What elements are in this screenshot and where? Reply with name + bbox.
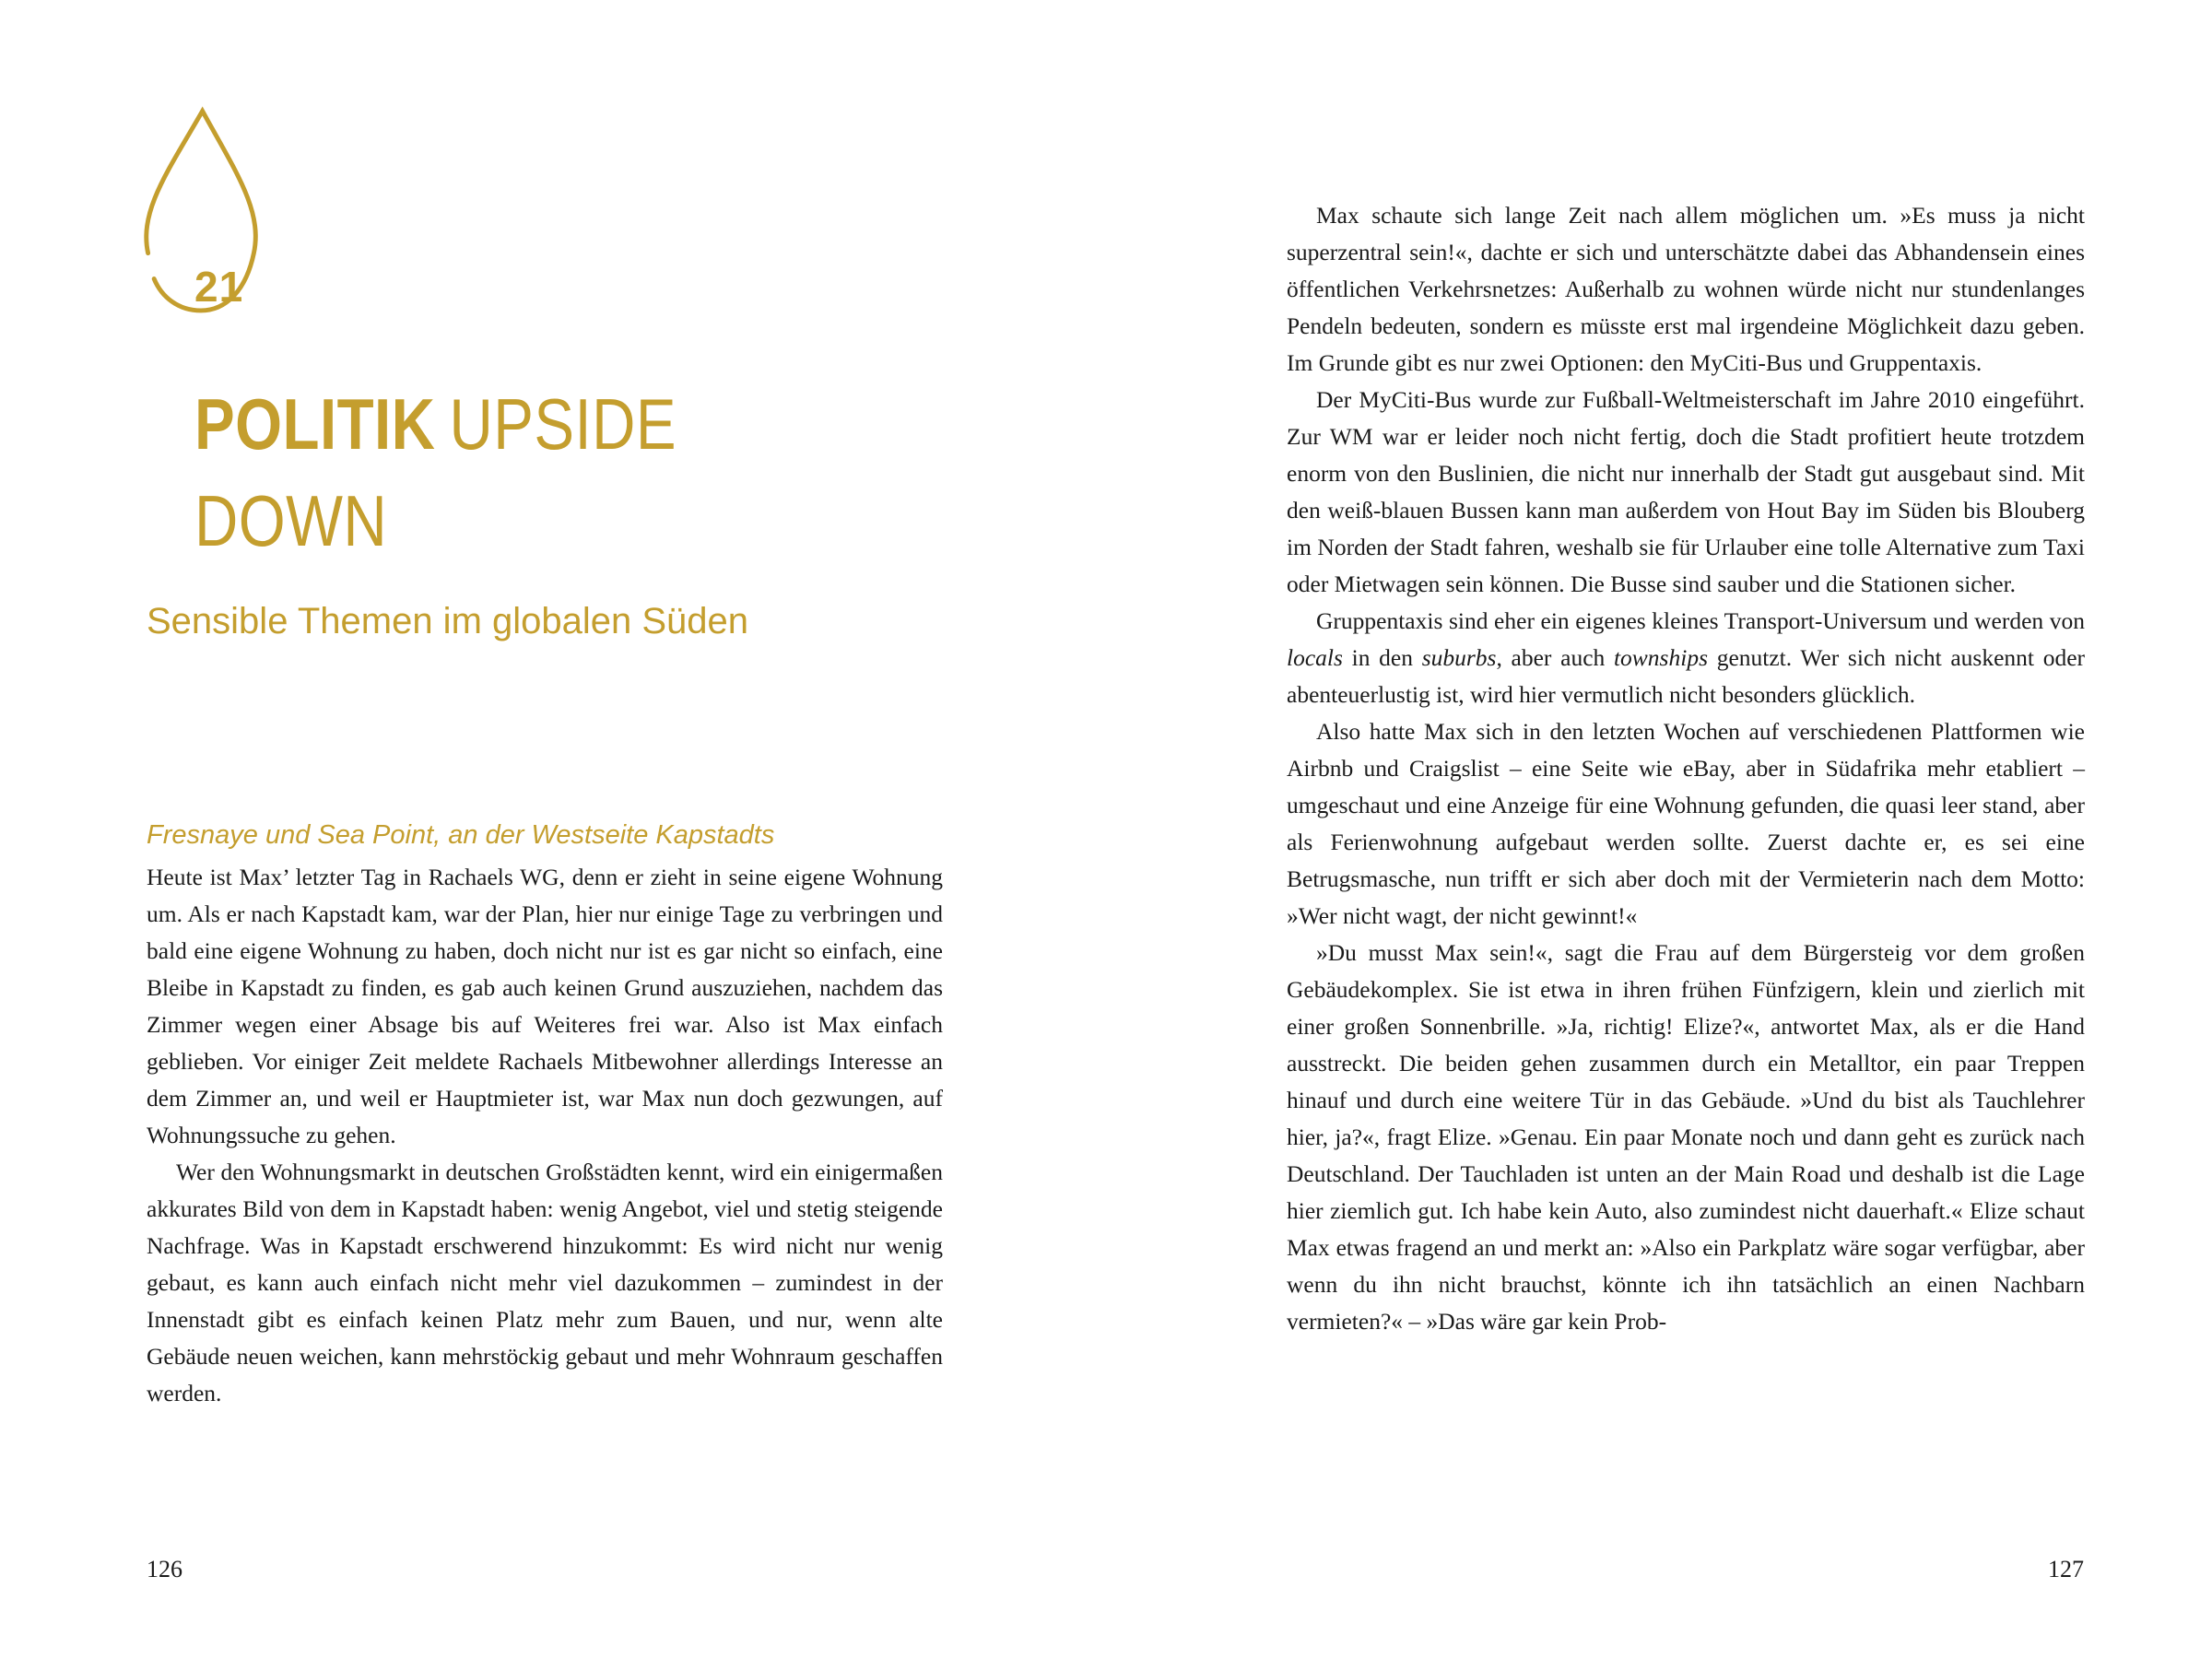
chapter-title-line2: DOWN [194, 480, 388, 562]
chapter-title-light: UPSIDE [449, 383, 677, 465]
paragraph: Also hatte Max sich in den letzten Wochen auf verschiedenen Plattformen wie Airbnb und Craigslist – eine Seite wie eBay, aber in Südafrika mehr etabliert – umgeschaut und eine Anzeige für eine Wohnung gefunden, die quasi leer stand, aber als Ferienwohnung aufgebaut werden sollte. Zuerst dachte er, es sei eine Betrugsmasche, nun trifft er sich aber doch mit der Vermieterin nach dem Motto: »Wer nicht wagt, der nicht gewinnt!« [1287, 718, 2085, 929]
page-number-left: 126 [147, 1556, 182, 1583]
paragraph: Heute ist Max’ letzter Tag in Rachaels WG, denn er zieht in seine eigene Wohnung um. Als er nach Kapstadt kam, war der Plan, hier nur einige Tage zu verbringen und bald eine eigene Wohnung zu haben, doch nicht nur ist es gar nicht so einfach, eine Bleibe in Kapstadt zu finden, es gab auch keinen Grund auszuziehen, nachdem das Zimmer wegen einer Absage bis auf Weiteres frei war. Also ist Max einfach geblieben. Vor einiger Zeit meldete Rachaels Mitbewohner allerdings Interesse an dem Zimmer an, und weil er Hauptmieter ist, war Max nun doch gezwungen, auf Wohnungssuche zu gehen. [147, 864, 943, 1148]
chapter-title-bold: POLITIK [194, 383, 436, 465]
paragraph: Gruppentaxis sind eher ein eigenes kleines Transport-Universum und werden von locals in den suburbs, aber auch townships genutzt. Wer sich nicht auskennt oder abenteuerlustig ist, wird hier vermutlich nicht besonders glücklich. [1287, 607, 2086, 708]
page-right [1106, 0, 2212, 1659]
chapter-number: 21 [194, 263, 244, 311]
paragraph: »Du musst Max sein!«, sagt die Frau auf dem Bürgersteig vor dem großen Gebäudekomplex. Sie ist etwa in ihren frühen Fünfzigern, klein und zierlich mit einer großen Sonnenbrille. »Ja, richtig! Elize?«, antwortet Max, als er die Hand ausstreckt. Die beiden gehen zusammen durch ein Metalltor, ein paar Treppen hinauf und durch eine weitere Tür in das Gebäude. »Und du bist als Tauchlehrer hier, ja?«, fragt Elize. »Genau. Ein paar Monate noch und dann geht es zurück nach Deutschland. Der Tauchladen ist unten an der Main Road und deshalb ist die Lage hier ziemlich gut. Ich habe kein Auto, also zumindest nicht dauerhaft.« Elize schaut Max etwas fragend an und merkt an: »Also ein Parkplatz wäre sogar verfügbar, aber wenn du ihn nicht brauchst, könnte ich ihn tatsächlich an einen Nachbarn vermieten?« – »Das wäre gar kein Prob- [1287, 939, 2085, 1335]
body-text-left [147, 859, 943, 1412]
paragraph: Wer den Wohnungsmarkt in deutschen Großstädten kennt, wird ein einigermaßen akkurates Bild von dem in Kapstadt haben: wenig Angebot, viel und stetig steigende Nachfrage. Was in Kapstadt erschwerend hinzukommt: Es wird nicht nur wenig gebaut, es kann auch einfach nicht mehr viel dazukommen – zumindest in der Innenstadt gibt es einfach keinen Platz mehr zum Bauen, und nur, wenn alte Gebäude neuen weichen, kann mehrstöckig gebaut und mehr Wohnraum geschaffen werden. [147, 1159, 943, 1406]
page-number-right: 127 [2048, 1556, 2084, 1583]
chapter-subtitle: Sensible Themen im globalen Süden [147, 601, 749, 642]
body-text-right [1287, 197, 2085, 1340]
paragraph: Max schaute sich lange Zeit nach allem möglichen um. »Es muss ja nicht superzentral sein!«, dachte er sich und unterschätzte dabei das Abhandensein eines öffentlichen Verkehrsnetzes: Außerhalb zu wohnen würde nicht nur stundenlanges Pendeln bedeuten, sondern es müsste erst mal irgendeine Möglichkeit dazu geben. Im Grunde gibt es nur zwei Optionen: den MyCiti-Bus und Gruppentaxis. [1287, 202, 2085, 376]
section-heading: Fresnaye und Sea Point, an der Westseite Kapstadts [147, 820, 775, 850]
chapter-title [194, 376, 677, 570]
paragraph: Der MyCiti-Bus wurde zur Fußball-Weltmeisterschaft im Jahre 2010 eingeführt. Zur WM war er leider noch nicht fertig, doch die Stadt profitiert heute trotzdem enorm von den Buslinien, die nicht nur innerhalb der Stadt gut ausgebaut sind. Mit den weiß-blauen Bussen kann man außerdem von Hout Bay im Süden bis Blouberg im Norden der Stadt fahren, weshalb sie für Urlauber eine tolle Alternative zum Taxi oder Mietwagen sein können. Die Busse sind sauber und die Stationen sicher. [1287, 386, 2085, 597]
